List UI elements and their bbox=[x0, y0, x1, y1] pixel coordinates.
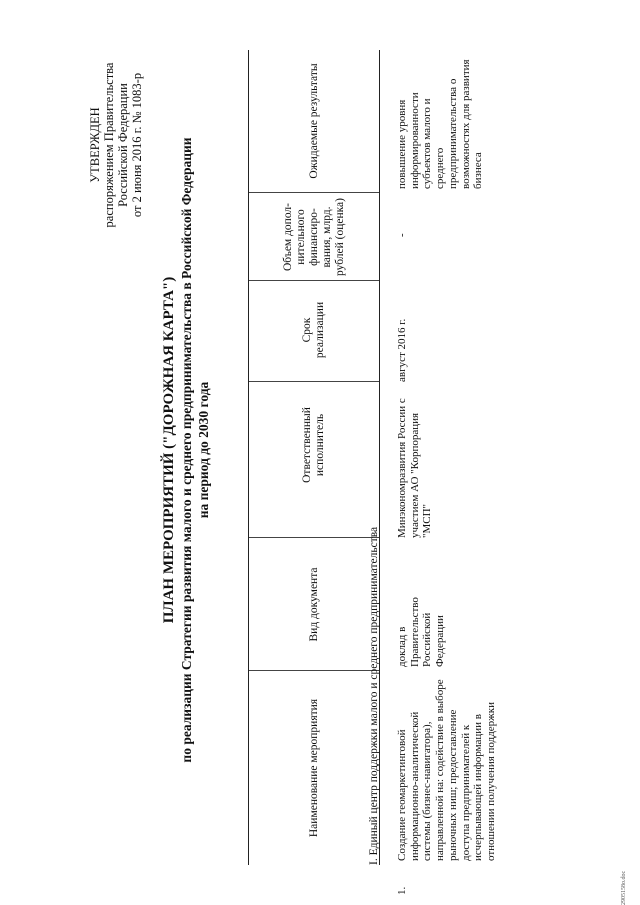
cell-result: повышение уровня информированности субъектов малого и среднего предпринимательства о возможностях для развития бизнеса bbox=[396, 59, 485, 189]
cell-activity-name: Создание геомаркетинговой информационно-аналитической системы (бизнес-навигатора), направленной на: содействие в выборе рыночных ниш; предоставление доступа предпринимателей к исчерпывающей информации в отношении получения поддержки bbox=[396, 679, 497, 861]
footer-filename: 2905158о.doc bbox=[621, 870, 627, 905]
title-line-1: ПЛАН МЕРОПРИЯТИЙ ("ДОРОЖНАЯ КАРТА") bbox=[161, 276, 177, 624]
approval-line: Российской Федерации bbox=[116, 83, 130, 207]
header-cell-deadline: Срок реализации bbox=[301, 301, 326, 359]
cell-doc-type: доклад в Правительство Российской Федерации bbox=[396, 597, 447, 667]
cell-executor: Минэкономразвития России с участием АО "Корпорация "МСП" bbox=[396, 398, 434, 538]
header-cell-funding: Объем допол-нительного финансиро-вания, млрд. рублей (оценка) bbox=[281, 198, 346, 276]
header-cell-name: Наименование мероприятия bbox=[307, 698, 320, 838]
column-divider bbox=[249, 280, 379, 281]
approval-line: от 2 июня 2016 г. № 1083-р bbox=[130, 72, 144, 218]
header-cell-executor: Ответственный исполнитель bbox=[301, 407, 326, 483]
cell-deadline: август 2016 г. bbox=[396, 318, 408, 382]
section-title: I. Единый центр поддержки малого и среднего предпринимательства bbox=[368, 526, 380, 865]
cell-funding: - bbox=[396, 233, 408, 237]
column-divider bbox=[249, 537, 379, 538]
title-line-2: по реализации Стратегии развития малого и среднего предпринимательства в Российской Федерации bbox=[179, 137, 194, 763]
title-line-3: на период до 2030 года bbox=[196, 381, 211, 519]
row-number: 1. bbox=[396, 886, 408, 895]
document-title bbox=[160, 35, 212, 865]
header-cell-doc-type: Вид документа bbox=[307, 567, 320, 642]
approval-block bbox=[88, 5, 144, 285]
column-divider bbox=[249, 192, 379, 193]
approval-line: УТВЕРЖДЕН bbox=[88, 107, 102, 183]
approval-line: распоряжением Правительства bbox=[102, 62, 116, 228]
table-top-rule bbox=[248, 50, 249, 865]
header-cell-results: Ожидаемые результаты bbox=[307, 63, 320, 179]
column-divider bbox=[249, 670, 379, 671]
column-divider bbox=[249, 381, 379, 382]
